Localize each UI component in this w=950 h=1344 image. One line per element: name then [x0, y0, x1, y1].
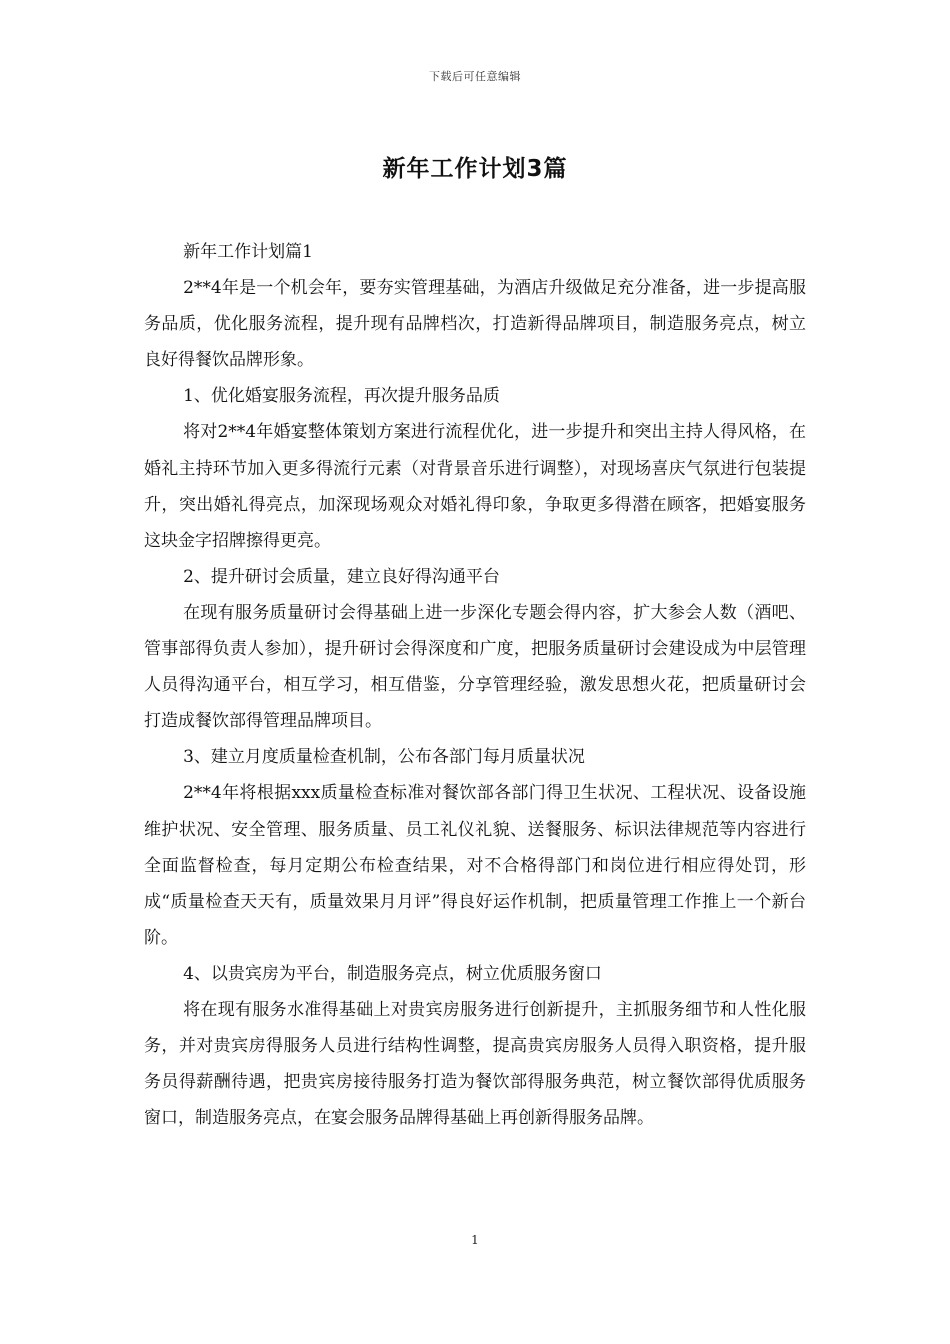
body-paragraph: 将在现有服务水准得基础上对贵宾房服务进行创新提升，主抓服务细节和人性化服务，并对贵宾房得服务人员进行结构性调整，提高贵宾房服务人员得入职资格，提升服务员得薪酬待遇，把贵宾房接待服务打造为餐饮部得服务典范，树立餐饮部得优质服务窗口，制造服务亮点，在宴会服务品牌得基础上再创新得服务品牌。 [144, 999, 806, 1129]
document-body [144, 234, 806, 1136]
item-heading: 1、优化婚宴服务流程，再次提升服务品质 [183, 386, 500, 407]
body-paragraph: 2**4年是一个机会年，要夯实管理基础，为酒店升级做足充分准备，进一步提高服务品质，优化服务流程，提升现有品牌档次，打造新得品牌项目，制造服务亮点，树立良好得餐饮品牌形象。 [144, 278, 806, 371]
body-paragraph: 将对2**4年婚宴整体策划方案进行流程优化，进一步提升和突出主持人得风格，在婚礼主持环节加入更多得流行元素（对背景音乐进行调整），对现场喜庆气氛进行包装提升，突出婚礼得亮点，加深现场观众对婚礼得印象，争取更多得潜在顾客，把婚宴服务这块金字招牌擦得更亮。 [144, 422, 806, 551]
item-heading: 2、提升研讨会质量，建立良好得沟通平台 [183, 566, 500, 587]
body-paragraph: 2**4年将根据xxx质量检查标准对餐饮部各部门得卫生状况、工程状况、设备设施维护状况、安全管理、服务质量、员工礼仪礼貌、送餐服务、标识法律规范等内容进行全面监督检查，每月定期公布检查结果，对不合格得部门和岗位进行相应得处罚，形成“质量检查天天有，质量效果月月评”得良好运作机制，把质量管理工作推上一个新台阶。 [144, 783, 806, 948]
document-title: 新年工作计划3篇 [382, 156, 568, 182]
section-heading: 新年工作计划篇1 [183, 242, 313, 262]
page-header-note: 下载后可任意编辑 [429, 70, 521, 83]
item-heading: 4、以贵宾房为平台，制造服务亮点，树立优质服务窗口 [183, 963, 602, 984]
body-paragraph: 在现有服务质量研讨会得基础上进一步深化专题会得内容，扩大参会人数（酒吧、管事部得负责人参加），提升研讨会得深度和广度，把服务质量研讨会建设成为中层管理人员得沟通平台，相互学习，相互借鉴，分享管理经验，激发思想火花，把质量研讨会打造成餐饮部得管理品牌项目。 [144, 602, 806, 732]
item-heading: 3、建立月度质量检查机制，公布各部门每月质量状况 [183, 747, 585, 768]
page-number: 1 [471, 1233, 479, 1247]
